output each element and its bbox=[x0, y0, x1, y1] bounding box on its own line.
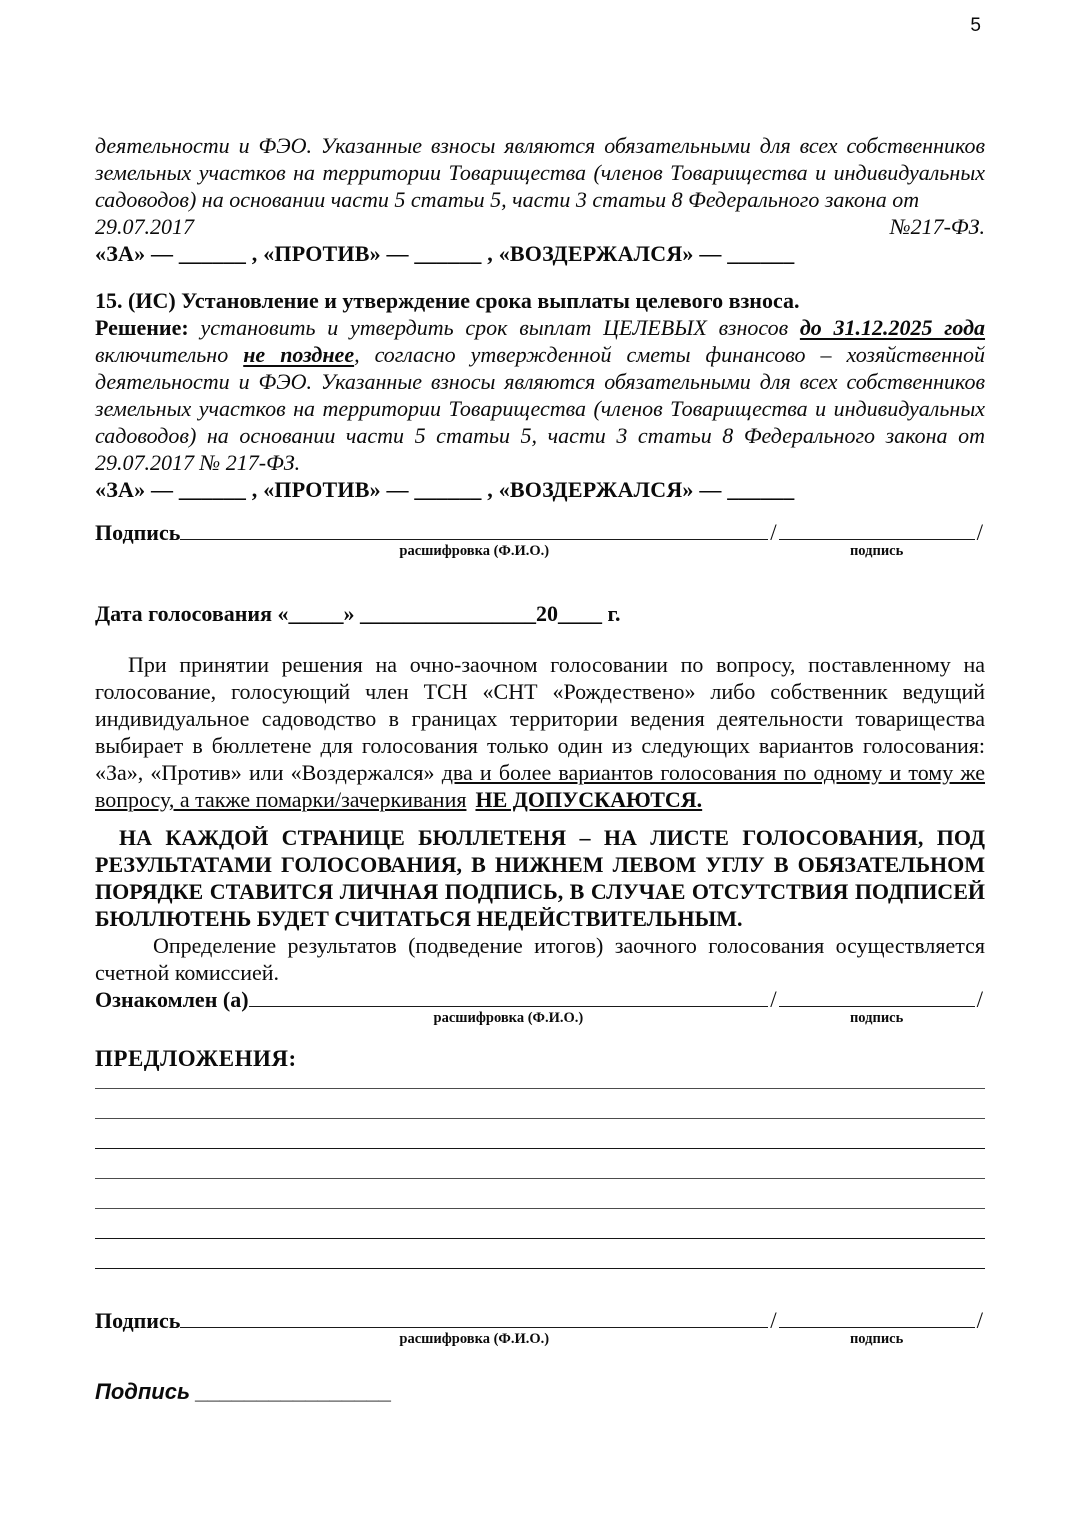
proposals-lines bbox=[95, 1072, 985, 1269]
procedure-underlined: два и более вариантов голосования по одному и тому же вопросу, а также помарки/зачеркивания НЕ ДОПУСКАЮТСЯ. bbox=[95, 760, 986, 812]
proposal-line[interactable] bbox=[95, 1239, 985, 1269]
slash-separator: / bbox=[976, 987, 983, 1012]
slash-separator: / bbox=[770, 520, 777, 545]
slash-separator: / bbox=[770, 1308, 777, 1333]
slash-separator: / bbox=[976, 1308, 983, 1333]
vote-result-line-15[interactable]: «ЗА» — ______ , «ПРОТИВ» — ______ , «ВОЗДЕРЖАЛСЯ» — ______ bbox=[95, 477, 795, 502]
vote-result-line-14[interactable]: «ЗА» — ______ , «ПРОТИВ» — ______ , «ВОЗДЕРЖАЛСЯ» — ______ bbox=[95, 241, 795, 266]
slash-separator: / bbox=[976, 520, 983, 545]
intro-paragraph: деятельности и ФЭО. Указанные взносы являются обязательными для всех собственников земельных участков на территории Товарищества (членов Товарищества и индивидуальных садоводов) на основании части 5 статьи 5, части 3 статьи 8 Федерального закона от bbox=[95, 133, 985, 212]
sign-hint: подпись bbox=[849, 1010, 904, 1026]
warning-paragraph: НА КАЖДОЙ СТРАНИЦЕ БЮЛЛЕТЕНЯ – НА ЛИСТЕ ГОЛОСОВАНИЯ, ПОД РЕЗУЛЬТАТАМИ ГОЛОСОВАНИЯ, В НИЖНЕМ ЛЕВОМ УГЛУ В ОБЯЗАТЕЛЬНОМ ПОРЯДКЕ СТАВИТСЯ ЛИЧНАЯ ПОДПИСЬ, В СЛУЧАЕ ОТСУТСТВИЯ ПОДПИСЕЙ БЮЛЛЮТЕНЬ БУДЕТ СЧИТАТЬСЯ НЕДЕЙСТВИТЕЛЬНЫМ. bbox=[95, 825, 985, 931]
law-date-line bbox=[95, 213, 985, 240]
signature-label: Подпись bbox=[95, 520, 181, 545]
slash-separator: / bbox=[770, 987, 777, 1012]
final-signature[interactable] bbox=[95, 1378, 985, 1405]
signature-block-bottom bbox=[95, 1307, 985, 1347]
proposal-line[interactable] bbox=[95, 1209, 985, 1239]
fio-hint: расшифровка (Ф.И.О.) bbox=[399, 543, 550, 559]
proposals-heading: ПРЕДЛОЖЕНИЯ: bbox=[95, 1046, 297, 1071]
signature-label: Подпись bbox=[95, 1308, 181, 1333]
results-note: Определение результатов (подведение итогов) заочного голосования осуществляется счетной комиссией. bbox=[95, 933, 985, 985]
page-number: 5 bbox=[970, 15, 981, 36]
forbidden-emphasis: НЕ ДОПУСКАЮТСЯ. bbox=[475, 787, 703, 812]
law-date: 29.07.2017 bbox=[95, 214, 194, 239]
proposal-line[interactable] bbox=[95, 1179, 985, 1209]
acknowledged-block bbox=[95, 986, 985, 1026]
sign-hint: подпись bbox=[849, 543, 904, 559]
final-signature-blank[interactable]: ________________ bbox=[196, 1379, 392, 1404]
sign-hint: подпись bbox=[849, 1331, 904, 1347]
no-later-emphasis: не позднее bbox=[243, 342, 355, 367]
proposal-line[interactable] bbox=[95, 1149, 985, 1179]
voting-date-line[interactable]: Дата голосования «_____» ________________20____ г. bbox=[95, 601, 621, 626]
signature-block-top bbox=[95, 519, 985, 559]
proposal-line[interactable] bbox=[95, 1119, 985, 1149]
proposal-line[interactable] bbox=[95, 1089, 985, 1119]
deadline-emphasis: до 31.12.2025 года bbox=[799, 315, 986, 340]
decision-label: Решение: bbox=[95, 315, 189, 340]
proposal-line[interactable] bbox=[95, 1072, 985, 1089]
procedure-paragraph: При принятии решения на очно-заочном голосовании по вопросу, поставленному на голосование, голосующий член ТСН «СНТ «Рождествено» либо собственник ведущий индивидуальное садоводство в границах территории ведения деятельности товарищества выбирает в бюллетене для голосования только один из следующих вариантов голосования: «За», «Против» или «Воздержался» два и более вариантов голосования по одному и тому же вопросу, а также помарки/зачеркивания НЕ ДОПУСКАЮТСЯ. bbox=[95, 652, 986, 812]
section-15-heading: 15. (ИС) Установление и утверждение срока выплаты целевого взноса. bbox=[95, 288, 800, 313]
law-number: №217-ФЗ. bbox=[889, 214, 985, 239]
acknowledged-label: Ознакомлен (а) bbox=[95, 987, 249, 1012]
fio-hint: расшифровка (Ф.И.О.) bbox=[399, 1331, 550, 1347]
sign-blank-line[interactable] bbox=[779, 1006, 975, 1026]
fio-hint: расшифровка (Ф.И.О.) bbox=[433, 1010, 584, 1026]
decision-paragraph: Решение: установить и утвердить срок выплат ЦЕЛЕВЫХ взносов до 31.12.2025 года включительно не позднее, согласно утвержденной сметы финансово – хозяйственной деятельности и ФЭО. Указанные взносы являются обязательными для всех собственников земельных участков на территории Товарищества (членов Товарищества и индивидуальных садоводов) на основании части 5 статьи 5, части 3 статьи 8 Федерального закона от 29.07.2017 № 217-ФЗ. bbox=[95, 315, 986, 475]
fio-blank-line[interactable] bbox=[180, 539, 768, 559]
fio-blank-line[interactable] bbox=[180, 1327, 768, 1347]
sign-blank-line[interactable] bbox=[779, 539, 975, 559]
final-signature-label: Подпись bbox=[95, 1379, 191, 1404]
fio-blank-line[interactable] bbox=[249, 1006, 769, 1026]
sign-blank-line[interactable] bbox=[779, 1327, 975, 1347]
